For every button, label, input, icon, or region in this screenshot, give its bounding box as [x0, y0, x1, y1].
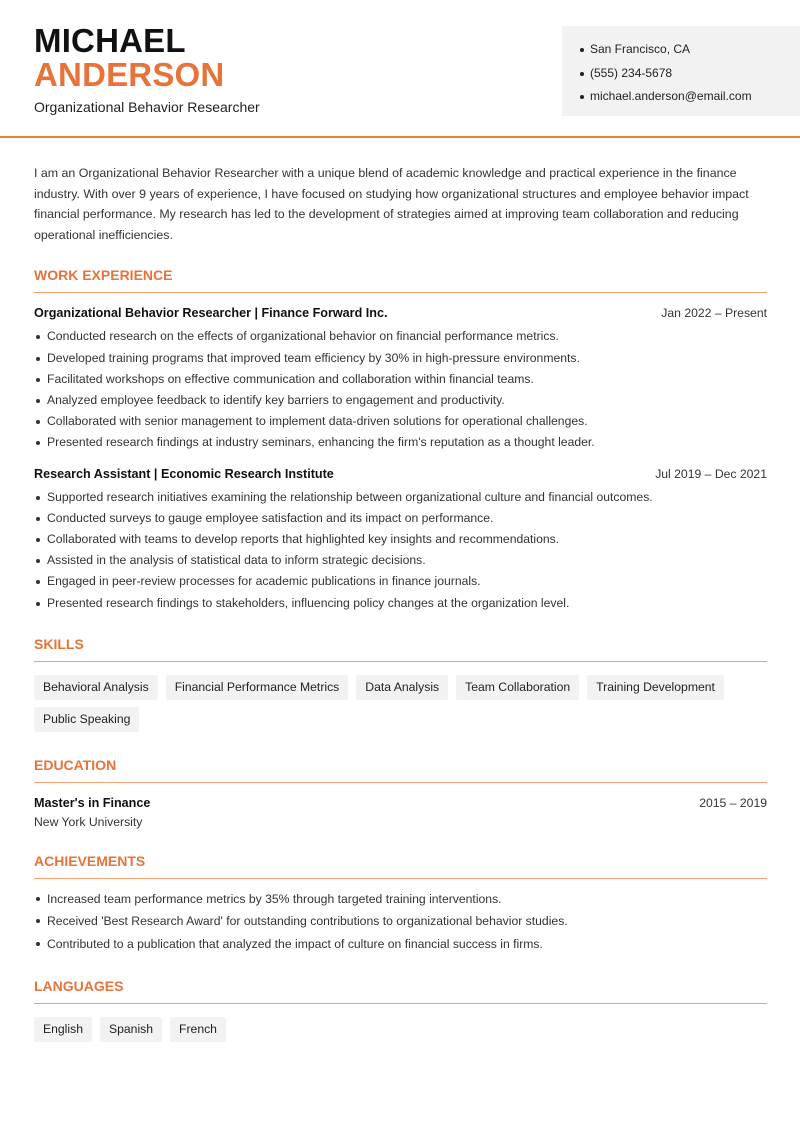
school: New York University: [34, 814, 143, 829]
degree: Master's in Finance: [34, 795, 151, 810]
last-name: ANDERSON: [34, 56, 225, 93]
list-item: Received 'Best Research Award' for outstanding contributions to organizational behavior studies.: [34, 910, 767, 933]
skill-tag: Team Collaboration: [456, 675, 579, 700]
job-entry: [34, 467, 767, 614]
section-title-achievements: ACHIEVEMENTS: [34, 853, 767, 879]
resume-body: [34, 163, 767, 1042]
section-title-skills: SKILLS: [34, 636, 767, 662]
skill-tag: Public Speaking: [34, 707, 139, 732]
job-entry-date: Jan 2022 – Present: [661, 306, 767, 321]
section-title-languages: LANGUAGES: [34, 978, 767, 1004]
list-item: Developed training programs that improved team efficiency by 30% in high-pressure environments.: [34, 348, 767, 369]
list-item: Conducted research on the effects of organizational behavior on financial performance metrics.: [34, 326, 767, 347]
language-tag: French: [170, 1017, 226, 1042]
language-tag: English: [34, 1017, 92, 1042]
skill-tag: Data Analysis: [356, 675, 448, 700]
list-item: Conducted surveys to gauge employee satisfaction and its impact on performance.: [34, 508, 767, 529]
job-entry-title: Organizational Behavior Researcher | Finance Forward Inc.: [34, 306, 388, 321]
full-name: [34, 24, 224, 92]
resume-header: [0, 0, 800, 138]
job-entry-date: Jul 2019 – Dec 2021: [655, 466, 767, 481]
section-title-education: EDUCATION: [34, 757, 767, 783]
contact-phone: (555) 234-5678: [580, 62, 800, 86]
skills-section: [34, 636, 767, 732]
list-item: Presented research findings at industry seminars, enhancing the firm's reputation as a thought leader.: [34, 432, 767, 453]
languages-section: [34, 978, 767, 1042]
list-item: Collaborated with teams to develop reports that highlighted key insights and recommendations.: [34, 529, 767, 550]
job-entry-title: Research Assistant | Economic Research Institute: [34, 466, 334, 481]
education-section: [34, 757, 767, 829]
list-item: Assisted in the analysis of statistical data to inform strategic decisions.: [34, 550, 767, 571]
work-experience-section: [34, 267, 767, 613]
list-item: Supported research initiatives examining the relationship between organizational culture and financial outcomes.: [34, 487, 767, 508]
list-item: Increased team performance metrics by 35% through targeted training interventions.: [34, 888, 767, 911]
list-item: Engaged in peer-review processes for academic publications in finance journals.: [34, 571, 767, 592]
summary: I am an Organizational Behavior Researcher with a unique blend of academic knowledge and practical experience in the finance industry. With over 9 years of experience, I have focused on studying how organizational structures and employee behavior impact financial performance. My research has led to the development of strategies aimed at improving team collaboration and reducing operational inefficiencies.: [34, 166, 749, 242]
skill-tag: Training Development: [587, 675, 724, 700]
list-item: Contributed to a publication that analyzed the impact of culture on financial success in firms.: [34, 933, 767, 956]
first-name: MICHAEL: [34, 22, 186, 59]
skill-tag: Financial Performance Metrics: [166, 675, 349, 700]
list-item: Collaborated with senior management to implement data-driven solutions for operational challenges.: [34, 411, 767, 432]
job-entry: [34, 306, 767, 453]
contact-box: [562, 26, 800, 116]
achievements-section: [34, 853, 767, 956]
list-item: Facilitated workshops on effective communication and collaboration within financial teams.: [34, 369, 767, 390]
list-item: Presented research findings to stakeholders, influencing policy changes at the organization level.: [34, 593, 767, 614]
list-item: Analyzed employee feedback to identify key barriers to engagement and productivity.: [34, 390, 767, 411]
language-tag: Spanish: [100, 1017, 162, 1042]
contact-email[interactable]: michael.anderson@email.com: [580, 85, 800, 109]
section-title-experience: WORK EXPERIENCE: [34, 267, 767, 293]
job-title: Organizational Behavior Researcher: [34, 99, 260, 115]
skill-tag: Behavioral Analysis: [34, 675, 158, 700]
contact-location: San Francisco, CA: [580, 38, 800, 62]
education-date: 2015 – 2019: [699, 795, 767, 810]
